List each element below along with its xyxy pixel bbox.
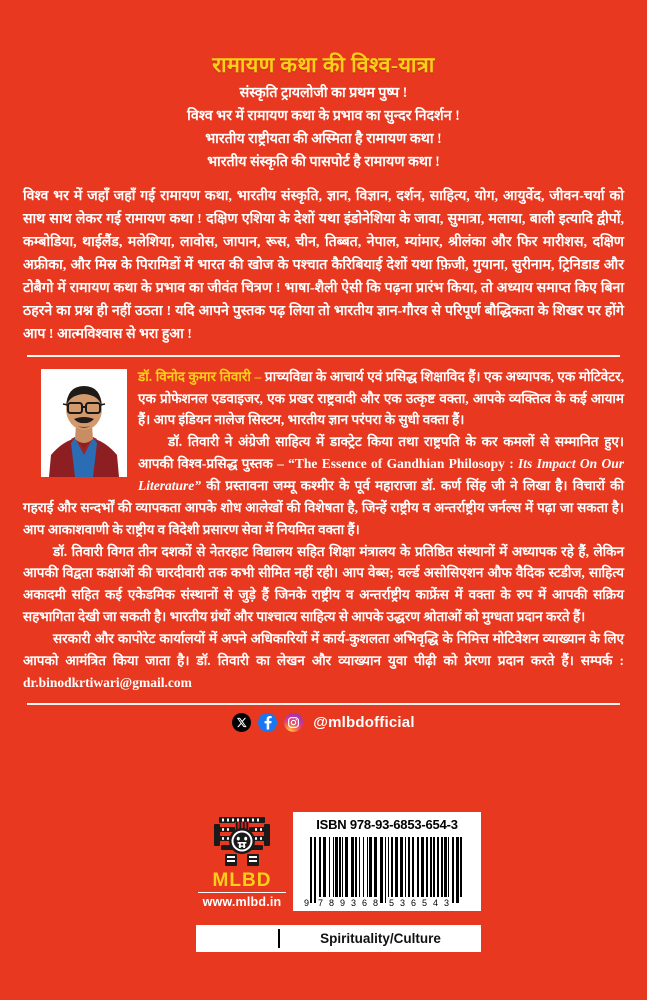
divider-bottom [27,703,620,705]
book-blurb: विश्व भर में जहाँ जहाँ गई रामायण कथा, भारतीय संस्कृति, ज्ञान, विज्ञान, दर्शन, साहित्य, योग, आयुर्वेद, जीवन-चर्या को साथ साथ लेकर गई रामायण कथा ! दक्षिण एशिया के देशों यथा इंडोनेशिया के जावा, सुमात्रा, मलाया, बाली इत्यादि द्वीपों, कम्बोडिया, थाईलैंड, मलेशिया, लावोस, जापान, रूस, चीन, तिब्बत, नेपाल, म्यांमार, श्रीलंका और फिर मारीशस, दक्षिण अफ्रीका, और मिस्र के पिरामिडों में भारत की खोज के पश्चात कैरिबियाई देशों यथा फ़िजी, गुयाना, सुरीनाम, ट्रिनिडाड और टोबैगो में रामायण कथा के प्रभाव का जीवंत चित्रण ! भाषा-शैली ऐसी कि पढ़ना प्रारंभ किया, तो अध्याय समाप्त किए बिना ठहरने का प्रश्न ही नहीं उठता ! यदि आपने पुस्तक पढ़ लिया तो भारतीय ज्ञान-गौरव से परिपूर्ण बौद्धिकता के शिखर पर होंगे आप ! आत्मविश्वास से भरा हुआ ! [23,187,624,342]
avatar [41,369,127,477]
svg-text:6: 6 [411,898,417,907]
category-label: Spirituality/Culture [320,931,441,946]
publisher-website[interactable]: www.mlbd.in [202,894,282,909]
publisher-name: MLBD [212,870,272,891]
svg-text:3: 3 [351,898,357,907]
isbn-label: ISBN 978-93-6853-654-3 [316,817,458,832]
barcode-image [302,835,472,907]
bio-p1-text: प्राच्यविद्या के आचार्य एवं प्रसिद्ध शिक्षाविद हैं। एक अध्यापक, एक मोटिवेटर, एक प्रोफेशनल एडवाइजर, एक प्रखर राष्ट्रवादी और एक उत्कृष्ट वक्ता, आपके व्यक्तित्व के कई आयाम हैं। आप इंडियन नालेज सिस्टम, भारतीय ज्ञान परंपरा के सुधी वक्ता हैं। [138,368,624,428]
svg-text:3: 3 [400,898,406,907]
svg-text:9: 9 [340,898,346,907]
page-title: रामायण कथा की विश्व-यात्रा [212,53,435,77]
author-photo [41,369,127,477]
tagline-1: संस्कृति ट्रायलोजी का प्रथम पुष्प ! [239,84,408,101]
bio-p2-pre: डॉ. तिवारी ने अंग्रेजी साहित्य में डाक्ट्रेट किया तथा राष्ट्रपति के कर कमलों से सम्मानित हुए। आपकी विश्व-प्रसिद्ध पुस्तक – [138,434,624,472]
svg-text:7: 7 [318,898,324,907]
tagline-4: भारतीय संस्कृति की पासपोर्ट है रामायण कथा ! [207,153,440,170]
x-glyph [236,717,247,728]
svg-text:9: 9 [304,898,310,907]
tagline-list [0,82,647,174]
publisher-block [196,812,288,909]
publisher-underline [198,892,286,893]
tagline-3: भारतीय राष्ट्रीयता की अस्मिता है रामायण कथा ! [205,130,442,147]
divider-top [27,355,620,357]
book-title-roman: “The Essence of Gandhian Philosopy : [288,456,519,472]
social-media-row [0,713,647,732]
x-icon[interactable] [232,713,251,732]
facebook-glyph [259,713,277,731]
author-name: डॉ. विनोद कुमार तिवारी – [138,368,265,384]
title-block [0,0,647,174]
svg-text:6: 6 [362,898,368,907]
svg-text:5: 5 [422,898,428,907]
category-box [196,925,481,952]
isbn-barcode-box [293,812,481,911]
bio-paragraph-3: डॉ. तिवारी विगत तीन दशकों से नेतरहाट विद्यालय सहित शिक्षा मंत्रालय के प्रतिष्ठित संस्थानों में अध्यापक रहे हैं, लेकिन आपकी विद्वता कक्षाओं की चारदीवारी तक कभी सीमित नहीं रही। आप वेब्स; वर्ल्ड असोसिएशन औफ वैदिक स्टडीज, साहित्य अकादमी सहित कई एकेडमिक संस्थानों से जुड़े हैं जिनके राष्ट्रीय व अन्तर्राष्ट्रीय काफ्रेंस में वक्ता के रुप में आपकी सक्रिय सहभागिता देखी जा सकती है। भारतीय ग्रंथों और पाश्चात्य साहित्य से आपके उद्धरण श्रोताओं को मुग्धता प्रदान करते हैं। [23,543,624,625]
svg-text:8: 8 [329,898,335,907]
bottom-block [0,812,647,952]
category-left-pane [196,925,278,952]
svg-text:4: 4 [433,898,439,907]
instagram-glyph [287,716,300,729]
bio-paragraph-4: सरकारी और कापोरेट कार्यालयों में अपने अधिकारियों में कार्य-कुशलता अभिवृद्धि के निमित्त मोटिवेशन व्याख्यान के लिए आपको आमंत्रित किया जाता है। डॉ. तिवारी का लेखन और व्याख्यान युवा पीढ़ी को प्रेरणा प्रदान करते हैं। सम्पर्क : dr.binodkrtiwari@gmail.com [23,630,624,690]
svg-text:5: 5 [389,898,395,907]
facebook-icon[interactable] [258,713,277,732]
social-handle[interactable]: @mlbdofficial [313,713,415,731]
bio-p2-post: की प्रस्तावना जम्मू कश्मीर के पूर्व महाराजा डॉ. कर्ण सिंह जी ने लिखा है। विचारों की गहराई और सन्दर्भों की व्यापकता आपके शोध आलेखों की विशेषता है, जिन्हें राष्ट्रीय व अन्तर्राष्ट्रीय जर्नल्स में पढ़ा जा सकता है। आप आकाशवाणी के राष्ट्रीय व विदेशी प्रसारण सेवा में नियमित वक्ता हैं। [23,477,624,537]
author-bio [23,366,624,694]
svg-text:3: 3 [444,898,450,907]
svg-text:8: 8 [373,898,379,907]
instagram-icon[interactable] [284,713,303,732]
book-title-italic: Its Impact On Our Literature” [138,456,624,493]
mlbd-emblem-icon [209,812,275,870]
tagline-2: विश्व भर में रामायण कथा के प्रभाव का सुन्दर निदर्शन ! [187,107,460,124]
